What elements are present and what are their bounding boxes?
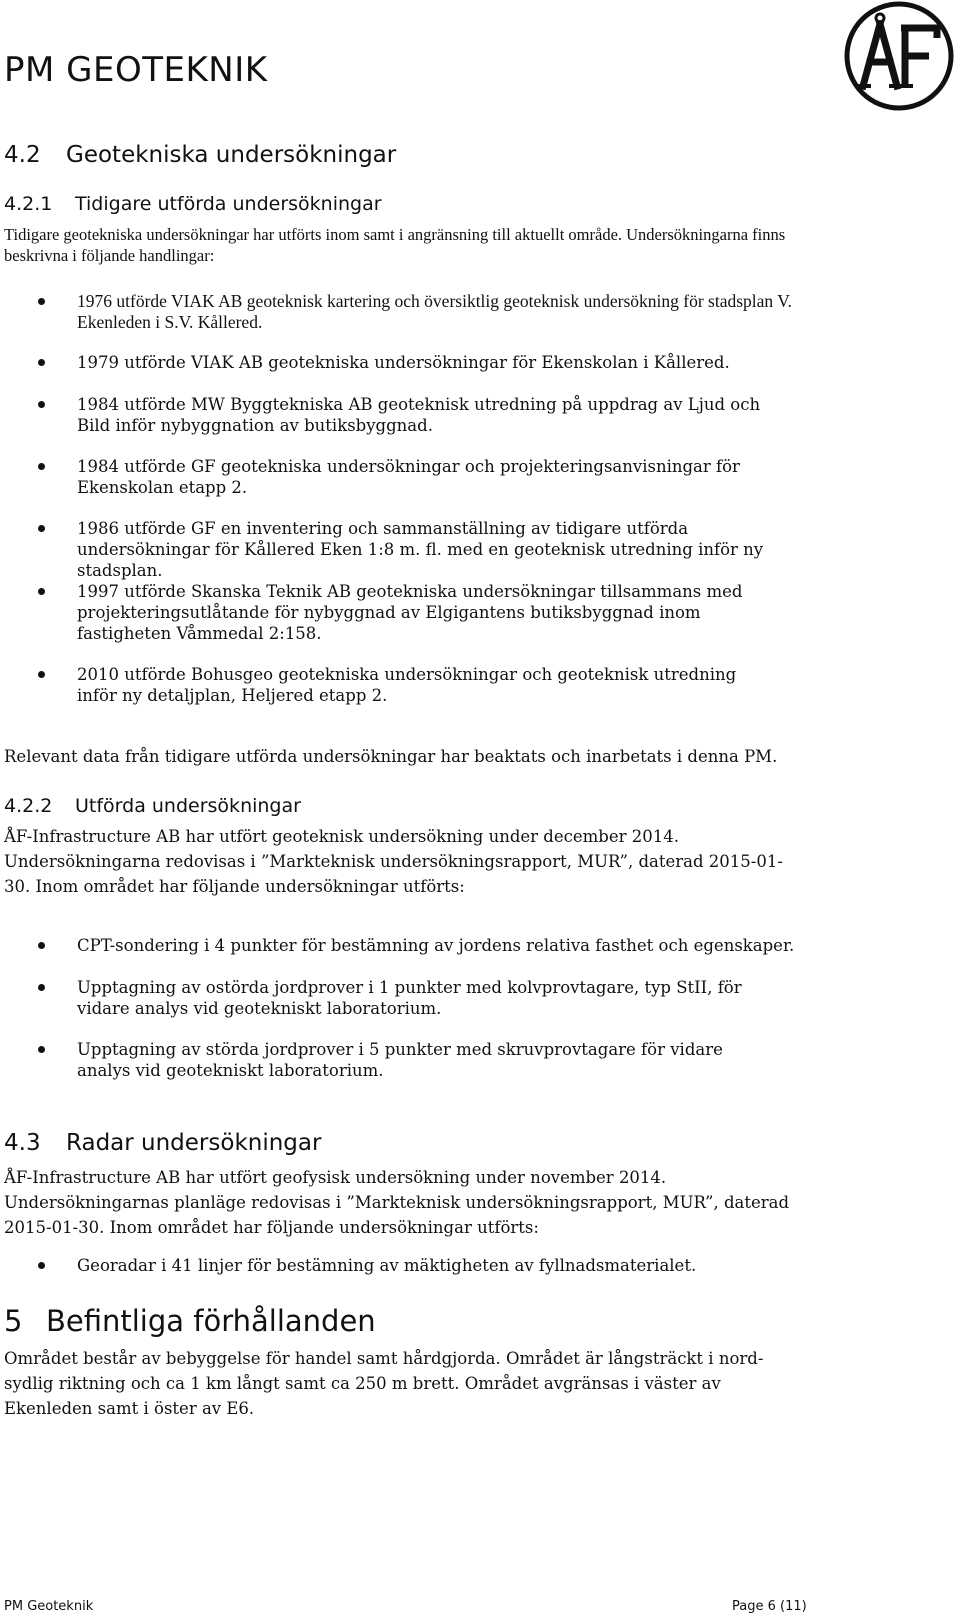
paragraph-intro-4-3: ÅF-Infrastructure AB har utfört geofysisk undersökning under november 2014. Undersökningarnas planläge redovisas i ”Markteknisk undersökningsrapport, MUR”, daterad 2015-01-30. Inom området har följande undersökningar utförts: — [4, 1168, 790, 1237]
section-number: 5 — [4, 1304, 23, 1338]
list-item-text: 1984 utförde GF geotekniska undersökningar och projekteringsanvisningar för Ekenskolan etapp 2. — [77, 457, 740, 497]
bullet — [38, 525, 45, 532]
section-heading-4-2-1 — [4, 193, 382, 215]
paragraph-intro-4-2-2: ÅF-Infrastructure AB har utfört geoteknisk undersökning under december 2014. Undersökningarna redovisas i ”Markteknisk undersökningsrapport, MUR”, daterad 2015-01-30. Inom området har följande undersökningar utförts: — [4, 827, 783, 896]
bullet — [38, 401, 45, 408]
section-title: Tidigare utförda undersökningar — [75, 193, 382, 215]
paragraph-intro-4-2-1: Tidigare geotekniska undersökningar har utförts inom samt i angränsning till aktuellt område. Undersökningarna finns beskrivna i följande handlingar: — [4, 225, 786, 265]
list-item-text: 1986 utförde GF en inventering och sammanställning av tidigare utförda undersökningar för Kållered Eken 1:8 m. fl. med en geoteknisk utredning inför ny stadsplan. — [77, 519, 764, 580]
bullet — [38, 359, 45, 366]
list-item-text: 1976 utförde VIAK AB geoteknisk kartering och översiktlig geoteknisk undersökning för stadsplan V. Ekenleden i S.V. Kållered. — [77, 291, 792, 332]
section-heading-5 — [4, 1304, 376, 1338]
bullet — [38, 671, 45, 678]
list-item-text: Georadar i 41 linjer för bestämning av mäktigheten av fyllnadsmaterialet. — [77, 1256, 697, 1275]
bullet — [38, 1046, 45, 1053]
list-item-text: Upptagning av ostörda jordprover i 1 punkter med kolvprovtagare, typ StII, för vidare analys vid geotekniskt laboratorium. — [77, 978, 742, 1018]
section-title: Utförda undersökningar — [75, 795, 301, 817]
section-title: Befintliga förhållanden — [46, 1304, 376, 1338]
section-number: 4.2 — [4, 142, 41, 168]
section-heading-4-2 — [4, 142, 396, 168]
list-item-text: Upptagning av störda jordprover i 5 punkter med skruvprovtagare för vidare analys vid geotekniskt laboratorium. — [77, 1040, 723, 1080]
bullet — [38, 463, 45, 470]
footer-page-number: Page 6 (11) — [732, 1599, 807, 1614]
list-item-text: 1984 utförde MW Byggtekniska AB geoteknisk utredning på uppdrag av Ljud och Bild inför nybyggnation av butiksbyggnad. — [77, 395, 761, 435]
section-heading-4-2-2 — [4, 795, 301, 817]
section-number: 4.2.1 — [4, 193, 53, 215]
bullet — [38, 1262, 45, 1269]
section-heading-4-3 — [4, 1130, 321, 1156]
af-logo — [843, 0, 955, 112]
paragraph-existing-conditions: Området består av bebyggelse för handel samt hårdgjorda. Området är långsträckt i nord- sydlig riktning och ca 1 km långt samt ca 250 m brett. Området avgränsas i väster av Ekenleden samt i öster av E6. — [4, 1349, 764, 1418]
section-number: 4.2.2 — [4, 795, 53, 817]
list-item-text: 1997 utförde Skanska Teknik AB geotekniska undersökningar tillsammans med projekteringsutlåtande för nybyggnad av Elgigantens butiksbyggnad inom fastigheten Våmmedal 2:158. — [77, 582, 743, 643]
paragraph-closing-4-2-1: Relevant data från tidigare utförda undersökningar har beaktats och inarbetats i denna PM. — [4, 747, 778, 766]
list-item-text: CPT-sondering i 4 punkter för bestämning av jordens relativa fasthet och egenskaper. — [77, 936, 795, 955]
list-item-text: 1979 utförde VIAK AB geotekniska undersökningar för Ekenskolan i Kållered. — [77, 353, 730, 372]
bullet — [38, 984, 45, 991]
bullet — [38, 588, 45, 595]
list-item-text: 2010 utförde Bohusgeo geotekniska undersökningar och geoteknisk utredning inför ny detaljplan, Heljered etapp 2. — [77, 665, 737, 705]
footer-document-name: PM Geoteknik — [4, 1599, 94, 1614]
section-title: Radar undersökningar — [66, 1130, 322, 1156]
bullet — [38, 942, 45, 949]
section-number: 4.3 — [4, 1130, 41, 1156]
section-title: Geotekniska undersökningar — [66, 142, 397, 168]
document-title: PM GEOTEKNIK — [4, 50, 268, 90]
bullet — [38, 298, 45, 305]
